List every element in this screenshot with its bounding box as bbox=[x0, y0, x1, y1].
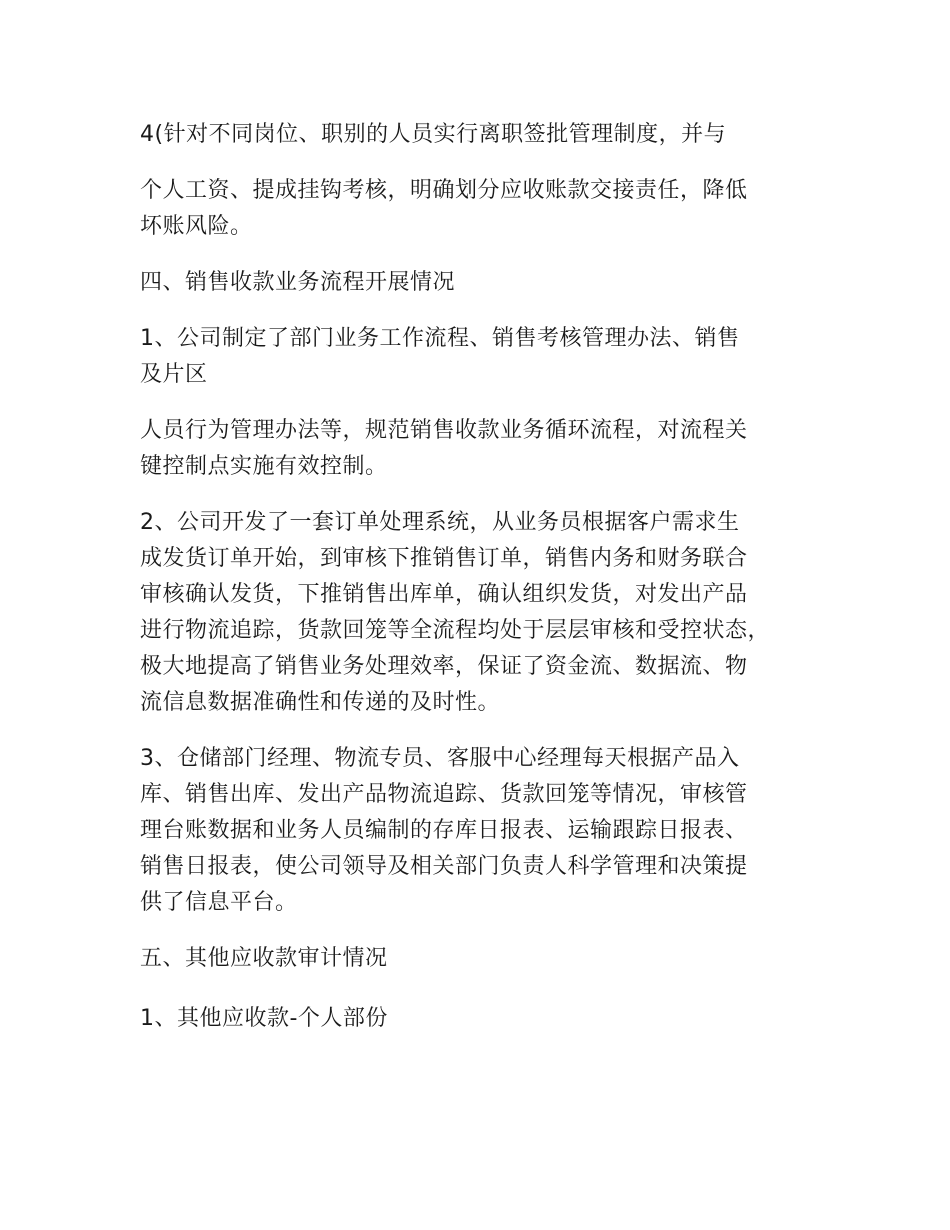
text-line: 2、公司开发了一套订单处理系统，从业务员根据客户需求生 bbox=[140, 510, 740, 535]
text-line: 个人工资、提成挂钩考核，明确划分应收账款交接责任，降低 bbox=[140, 178, 748, 203]
text-line: 键控制点实施有效控制。 bbox=[140, 454, 388, 479]
text-line: 及片区 bbox=[140, 362, 208, 387]
text-line: 进行物流追踪，货款回笼等全流程均处于层层审核和受控状态， bbox=[140, 618, 771, 643]
text-line: 供了信息平台。 bbox=[140, 890, 298, 915]
text-line: 审核确认发货，下推销售出库单，确认组织发货，对发出产品 bbox=[140, 582, 748, 607]
text-line: 坏账风险。 bbox=[140, 214, 253, 239]
text-line: 成发货订单开始，到审核下推销售订单，销售内务和财务联合 bbox=[140, 546, 748, 571]
text-line: 流信息数据准确性和传递的及时性。 bbox=[140, 690, 501, 715]
text-line: 1、其他应收款-个人部份 bbox=[140, 1006, 388, 1031]
section-heading: 五、其他应收款审计情况 bbox=[140, 946, 388, 971]
text-line: 3、仓储部门经理、物流专员、客服中心经理每天根据产品入 bbox=[140, 746, 740, 771]
text-line: 库、销售出库、发出产品物流追踪、货款回笼等情况，审核管 bbox=[140, 782, 748, 807]
section-heading: 四、销售收款业务流程开展情况 bbox=[140, 270, 456, 295]
text-line: 1、公司制定了部门业务工作流程、销售考核管理办法、销售 bbox=[140, 326, 740, 351]
text-line: 4(针对不同岗位、职别的人员实行离职签批管理制度，并与 bbox=[140, 122, 727, 147]
text-line: 理台账数据和业务人员编制的存库日报表、运输跟踪日报表、 bbox=[140, 818, 748, 843]
text-line: 销售日报表，使公司领导及相关部门负责人科学管理和决策提 bbox=[140, 854, 748, 879]
text-line: 极大地提高了销售业务处理效率，保证了资金流、数据流、物 bbox=[140, 654, 748, 679]
text-line: 人员行为管理办法等，规范销售收款业务循环流程，对流程关 bbox=[140, 418, 748, 443]
